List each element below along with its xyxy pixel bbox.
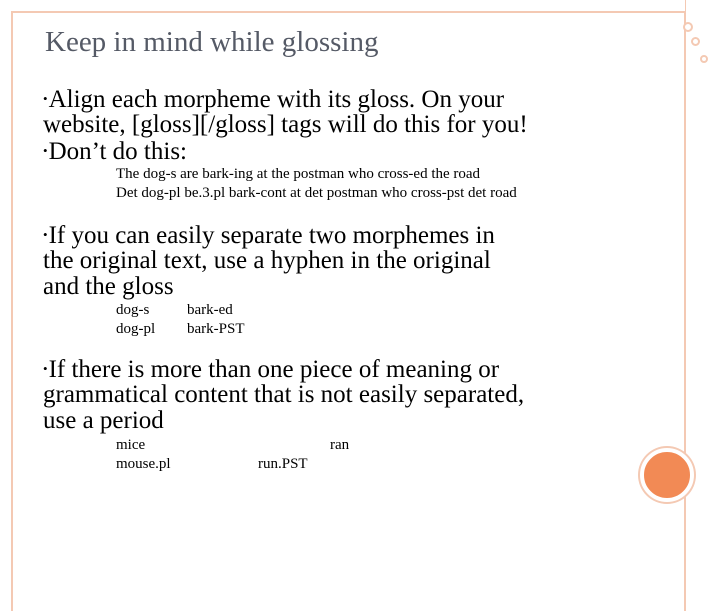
bullet-align-line-2: website, [gloss][/gloss] tags will do this for you! xyxy=(43,111,528,138)
bullet-dont-line-1: •Don’t do this: xyxy=(43,138,188,165)
bad-example-original: The dog-s are bark-ing at the postman who cross-ed the road xyxy=(116,166,481,182)
period-example-original-2: ran xyxy=(330,437,350,453)
bullet-period-line-3: use a period xyxy=(43,407,164,434)
hyphen-example-gloss-1: dog-pl xyxy=(116,321,156,337)
decorative-circle-small xyxy=(700,55,708,63)
hyphen-example-gloss-2: bark-PST xyxy=(187,321,245,337)
bullet-hyphen-line-2: the original text, use a hyphen in the original xyxy=(43,247,491,274)
bad-example-gloss: Det dog-pl be.3.pl bark-cont at det postman who cross-pst det road xyxy=(116,185,517,201)
bullet-dot: • xyxy=(43,143,48,158)
decorative-circle-mid xyxy=(691,37,700,46)
period-example-gloss-1: mouse.pl xyxy=(116,456,171,472)
decorative-circle-accent xyxy=(640,448,694,502)
bullet-dot: • xyxy=(43,361,48,376)
bullet-hyphen-line-3: and the gloss xyxy=(43,273,174,300)
period-example-original-1: mice xyxy=(116,437,146,453)
decorative-rail xyxy=(685,0,720,540)
bullet-dot: • xyxy=(43,227,48,242)
bullet-align-line-1: •Align each morpheme with its gloss. On your xyxy=(43,86,505,113)
period-example-gloss-2: run.PST xyxy=(258,456,308,472)
bullet-dot: • xyxy=(43,91,48,106)
slide-title: Keep in mind while glossing xyxy=(45,26,379,58)
bullet-period-line-2: grammatical content that is not easily separated, xyxy=(43,381,525,408)
hyphen-example-original-2: bark-ed xyxy=(187,302,233,318)
bullet-hyphen-line-1: •If you can easily separate two morphemes in xyxy=(43,222,495,249)
bullet-period-line-1: •If there is more than one piece of meaning or xyxy=(43,356,500,383)
hyphen-example-original-1: dog-s xyxy=(116,302,150,318)
decorative-circle-top xyxy=(683,22,693,32)
